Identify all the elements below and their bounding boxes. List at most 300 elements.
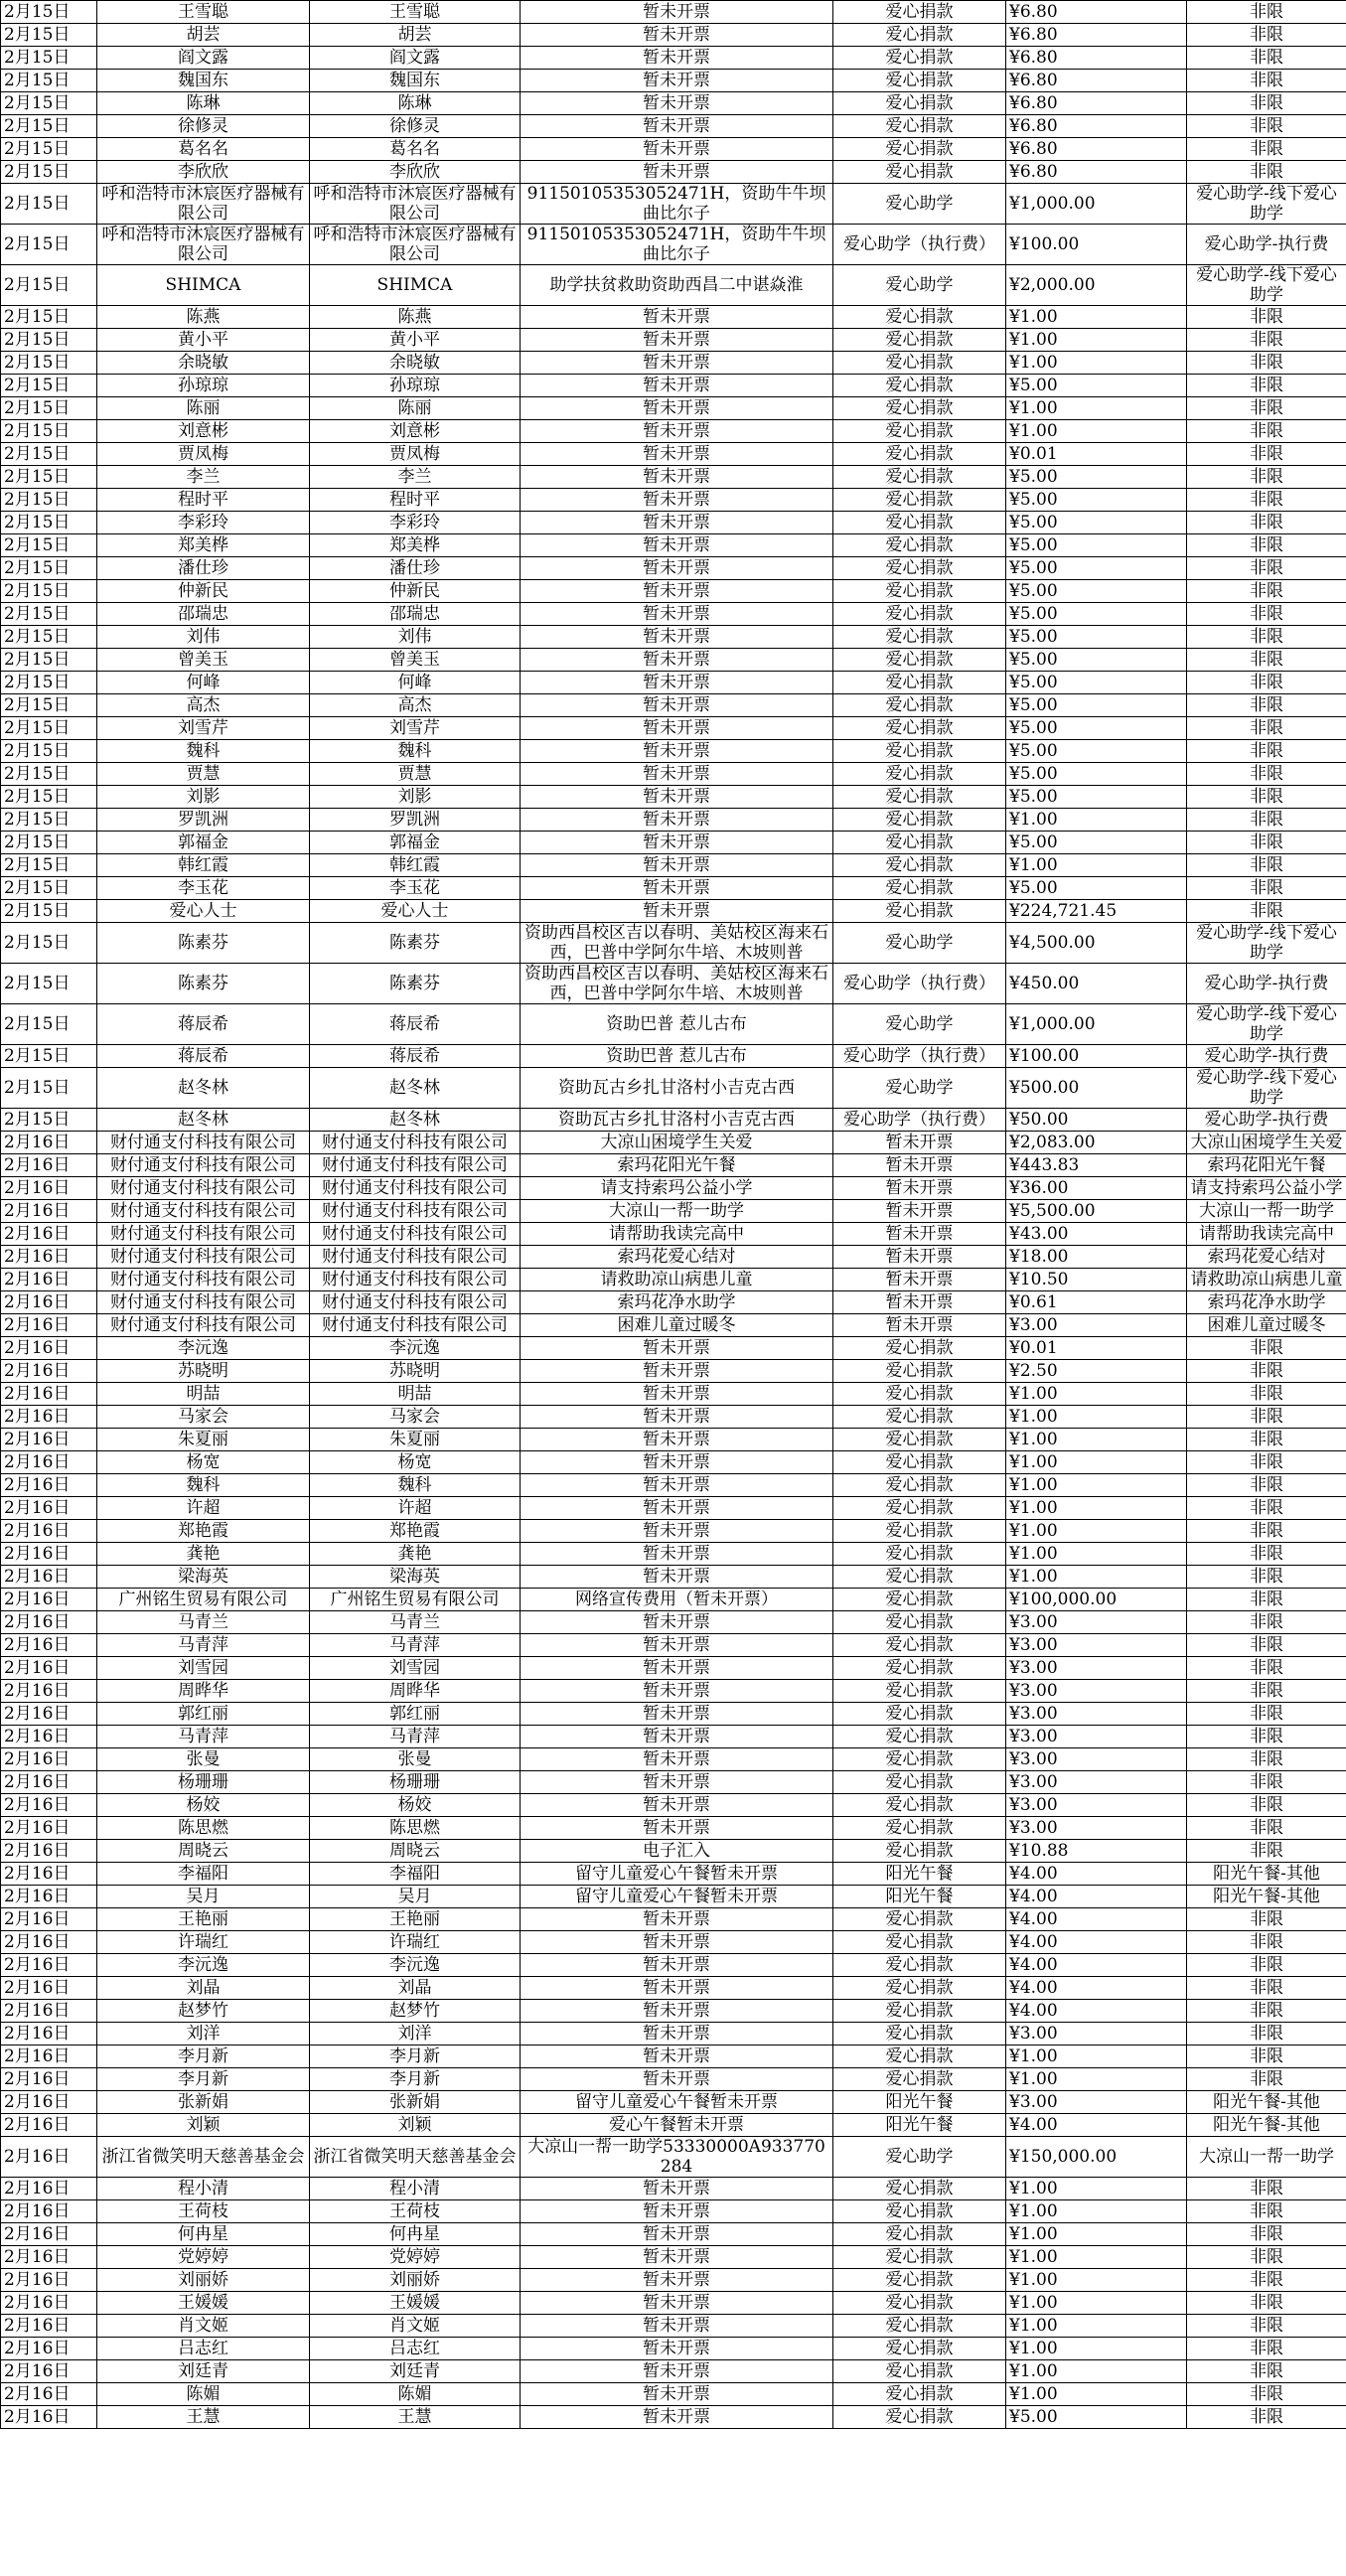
restriction-cell: 非限 [1187, 2178, 1346, 2200]
donor-cell: 王雪聪 [97, 1, 310, 24]
description-cell: 暂未开票 [521, 1543, 833, 1566]
table-row [1, 717, 1346, 740]
table-row [1, 138, 1346, 161]
table-row [1, 2269, 1346, 2292]
restriction-cell: 非限 [1187, 1566, 1346, 1589]
payer-cell: 李福阳 [310, 1863, 521, 1886]
donor-cell: 肖文姬 [97, 2315, 310, 2338]
date-cell: 2月16日 [1, 1177, 97, 1200]
date-cell: 2月15日 [1, 534, 97, 557]
donor-cell: 刘伟 [97, 626, 310, 649]
donor-cell: 陈丽 [97, 397, 310, 420]
description-cell: 资助西昌校区吉以春明、美姑校区海来石西，巴普中学阿尔牛培、木坡则普 [521, 964, 833, 1004]
donor-cell: 蒋辰希 [97, 1004, 310, 1045]
restriction-cell: 请帮助我读完高中 [1187, 1223, 1346, 1246]
date-cell: 2月15日 [1, 397, 97, 420]
amount-cell: ¥1.00 [1006, 2315, 1187, 2338]
payer-cell: 吕志红 [310, 2338, 521, 2360]
donation-type-cell: 爱心捐款 [833, 854, 1006, 877]
description-cell: 请帮助我读完高中 [521, 1223, 833, 1246]
date-cell: 2月16日 [1, 2091, 97, 2114]
description-cell: 暂未开票 [521, 854, 833, 877]
table-row [1, 1068, 1346, 1109]
payer-cell: 刘意彬 [310, 420, 521, 443]
payer-cell: 王荷枝 [310, 2200, 521, 2223]
description-cell: 暂未开票 [521, 115, 833, 138]
description-cell: 暂未开票 [521, 420, 833, 443]
date-cell: 2月15日 [1, 694, 97, 717]
table-row [1, 1360, 1346, 1383]
description-cell: 留守儿童爱心午餐暂未开票 [521, 1863, 833, 1886]
description-cell: 暂未开票 [521, 2000, 833, 2023]
amount-cell: ¥3.00 [1006, 1611, 1187, 1634]
restriction-cell: 爱心助学-线下爱心助学 [1187, 184, 1346, 225]
amount-cell: ¥6.80 [1006, 47, 1187, 70]
date-cell: 2月15日 [1, 923, 97, 964]
donation-type-cell: 爱心捐款 [833, 375, 1006, 397]
payer-cell: 肖文姬 [310, 2315, 521, 2338]
donor-cell: 许瑞红 [97, 1931, 310, 1954]
donation-type-cell: 爱心捐款 [833, 1474, 1006, 1497]
description-cell: 暂未开票 [521, 626, 833, 649]
description-cell: 暂未开票 [521, 2246, 833, 2269]
donor-cell: 郭红丽 [97, 1703, 310, 1726]
description-cell: 暂未开票 [521, 1474, 833, 1497]
description-cell: 大凉山困境学生关爱 [521, 1132, 833, 1154]
table-row [1, 2360, 1346, 2383]
donation-type-cell: 爱心捐款 [833, 1337, 1006, 1360]
amount-cell: ¥4.00 [1006, 1977, 1187, 2000]
amount-cell: ¥5.00 [1006, 489, 1187, 512]
amount-cell: ¥3.00 [1006, 1634, 1187, 1657]
date-cell: 2月15日 [1, 964, 97, 1004]
date-cell: 2月16日 [1, 1360, 97, 1383]
payer-cell: 何冉星 [310, 2223, 521, 2246]
date-cell: 2月15日 [1, 580, 97, 603]
amount-cell: ¥2,000.00 [1006, 265, 1187, 306]
date-cell: 2月16日 [1, 1954, 97, 1977]
payer-cell: 刘丽娇 [310, 2269, 521, 2292]
donation-type-cell: 阳光午餐 [833, 2114, 1006, 2137]
amount-cell: ¥1.00 [1006, 2178, 1187, 2200]
donor-cell: 马青萍 [97, 1634, 310, 1657]
description-cell: 索玛花爱心结对 [521, 1246, 833, 1269]
description-cell: 暂未开票 [521, 1908, 833, 1931]
date-cell: 2月15日 [1, 717, 97, 740]
payer-cell: 葛名名 [310, 138, 521, 161]
donation-type-cell: 暂未开票 [833, 1291, 1006, 1314]
amount-cell: ¥1.00 [1006, 2292, 1187, 2315]
amount-cell: ¥1.00 [1006, 397, 1187, 420]
payer-cell: 余晓敏 [310, 352, 521, 375]
description-cell: 暂未开票 [521, 717, 833, 740]
restriction-cell: 非限 [1187, 1497, 1346, 1520]
amount-cell: ¥500.00 [1006, 1068, 1187, 1109]
donor-cell: 韩红霞 [97, 854, 310, 877]
payer-cell: 徐修灵 [310, 115, 521, 138]
amount-cell: ¥1.00 [1006, 1406, 1187, 1429]
restriction-cell: 非限 [1187, 2200, 1346, 2223]
description-cell: 暂未开票 [521, 1703, 833, 1726]
payer-cell: 何峰 [310, 672, 521, 694]
description-cell: 资助巴普 惹儿古布 [521, 1004, 833, 1045]
donation-type-cell: 爱心捐款 [833, 512, 1006, 534]
amount-cell: ¥5.00 [1006, 626, 1187, 649]
amount-cell: ¥3.00 [1006, 1771, 1187, 1794]
payer-cell: 苏晓明 [310, 1360, 521, 1383]
donor-cell: 财付通支付科技有限公司 [97, 1200, 310, 1223]
table-row [1, 1109, 1346, 1132]
donation-type-cell: 爱心捐款 [833, 2023, 1006, 2046]
donation-type-cell: 暂未开票 [833, 1223, 1006, 1246]
table-row [1, 2200, 1346, 2223]
restriction-cell: 索玛花净水助学 [1187, 1291, 1346, 1314]
donation-type-cell: 暂未开票 [833, 1132, 1006, 1154]
payer-cell: 刘影 [310, 786, 521, 809]
date-cell: 2月15日 [1, 809, 97, 832]
amount-cell: ¥3.00 [1006, 1748, 1187, 1771]
restriction-cell: 非限 [1187, 489, 1346, 512]
payer-cell: 魏科 [310, 740, 521, 763]
donor-cell: 龚艳 [97, 1543, 310, 1566]
date-cell: 2月16日 [1, 2338, 97, 2360]
description-cell: 暂未开票 [521, 1383, 833, 1406]
amount-cell: ¥5.00 [1006, 375, 1187, 397]
amount-cell: ¥1.00 [1006, 2223, 1187, 2246]
amount-cell: ¥43.00 [1006, 1223, 1187, 1246]
payer-cell: 浙江省微笑明天慈善基金会 [310, 2137, 521, 2178]
restriction-cell: 非限 [1187, 397, 1346, 420]
restriction-cell: 非限 [1187, 2000, 1346, 2023]
restriction-cell: 阳光午餐-其他 [1187, 1863, 1346, 1886]
restriction-cell: 非限 [1187, 1451, 1346, 1474]
payer-cell: 周晔华 [310, 1680, 521, 1703]
description-cell: 暂未开票 [521, 1794, 833, 1817]
donor-cell: 马青萍 [97, 1726, 310, 1748]
date-cell: 2月16日 [1, 1543, 97, 1566]
date-cell: 2月15日 [1, 489, 97, 512]
donation-type-cell: 爱心捐款 [833, 1817, 1006, 1840]
description-cell: 暂未开票 [521, 1611, 833, 1634]
table-row [1, 1406, 1346, 1429]
restriction-cell: 非限 [1187, 420, 1346, 443]
payer-cell: 李玉花 [310, 877, 521, 900]
table-row [1, 2223, 1346, 2246]
donor-cell: 魏科 [97, 740, 310, 763]
description-cell: 暂未开票 [521, 2338, 833, 2360]
description-cell: 暂未开票 [521, 1634, 833, 1657]
amount-cell: ¥5.00 [1006, 649, 1187, 672]
payer-cell: 仲新民 [310, 580, 521, 603]
donation-type-cell: 爱心捐款 [833, 1908, 1006, 1931]
description-cell: 暂未开票 [521, 161, 833, 184]
amount-cell: ¥1.00 [1006, 1451, 1187, 1474]
restriction-cell: 非限 [1187, 717, 1346, 740]
amount-cell: ¥443.83 [1006, 1154, 1187, 1177]
donor-cell: 李沅逸 [97, 1954, 310, 1977]
amount-cell: ¥5.00 [1006, 740, 1187, 763]
amount-cell: ¥1.00 [1006, 2068, 1187, 2091]
description-cell: 电子汇入 [521, 1840, 833, 1863]
date-cell: 2月16日 [1, 1726, 97, 1748]
amount-cell: ¥4.00 [1006, 1954, 1187, 1977]
restriction-cell: 爱心助学-线下爱心助学 [1187, 1004, 1346, 1045]
table-row [1, 161, 1346, 184]
date-cell: 2月16日 [1, 1246, 97, 1269]
table-row [1, 923, 1346, 964]
date-cell: 2月16日 [1, 2292, 97, 2315]
description-cell: 暂未开票 [521, 832, 833, 854]
amount-cell: ¥5.00 [1006, 534, 1187, 557]
date-cell: 2月16日 [1, 1611, 97, 1634]
table-row [1, 1680, 1346, 1703]
table-row [1, 1566, 1346, 1589]
payer-cell: 李彩玲 [310, 512, 521, 534]
date-cell: 2月16日 [1, 1383, 97, 1406]
amount-cell: ¥4.00 [1006, 1863, 1187, 1886]
amount-cell: ¥5.00 [1006, 832, 1187, 854]
restriction-cell: 非限 [1187, 1543, 1346, 1566]
date-cell: 2月16日 [1, 1840, 97, 1863]
payer-cell: 爱心人士 [310, 900, 521, 923]
donor-cell: 刘丽娇 [97, 2269, 310, 2292]
payer-cell: 潘仕珍 [310, 557, 521, 580]
donation-type-cell: 爱心捐款 [833, 1794, 1006, 1817]
restriction-cell: 阳光午餐-其他 [1187, 2091, 1346, 2114]
amount-cell: ¥3.00 [1006, 1680, 1187, 1703]
restriction-cell: 爱心助学-线下爱心助学 [1187, 923, 1346, 964]
description-cell: 暂未开票 [521, 1337, 833, 1360]
table-row [1, 1383, 1346, 1406]
table-row [1, 534, 1346, 557]
restriction-cell: 非限 [1187, 2383, 1346, 2406]
date-cell: 2月15日 [1, 225, 97, 265]
date-cell: 2月15日 [1, 1, 97, 24]
date-cell: 2月16日 [1, 1634, 97, 1657]
donor-cell: 刘意彬 [97, 420, 310, 443]
description-cell: 困难儿童过暖冬 [521, 1314, 833, 1337]
donation-type-cell: 爱心捐款 [833, 115, 1006, 138]
description-cell: 暂未开票 [521, 1726, 833, 1748]
restriction-cell: 爱心助学-线下爱心助学 [1187, 1068, 1346, 1109]
donor-cell: 刘雪园 [97, 1657, 310, 1680]
donor-cell: 魏国东 [97, 70, 310, 92]
restriction-cell: 非限 [1187, 672, 1346, 694]
table-row [1, 809, 1346, 832]
payer-cell: 李月新 [310, 2068, 521, 2091]
amount-cell: ¥5.00 [1006, 672, 1187, 694]
donor-cell: 余晓敏 [97, 352, 310, 375]
amount-cell: ¥5.00 [1006, 512, 1187, 534]
amount-cell: ¥1,000.00 [1006, 184, 1187, 225]
amount-cell: ¥4.00 [1006, 1886, 1187, 1908]
donation-type-cell: 阳光午餐 [833, 1886, 1006, 1908]
restriction-cell: 非限 [1187, 2046, 1346, 2068]
table-row [1, 47, 1346, 70]
amount-cell: ¥5.00 [1006, 694, 1187, 717]
donor-cell: 财付通支付科技有限公司 [97, 1246, 310, 1269]
donation-type-cell: 爱心捐款 [833, 717, 1006, 740]
restriction-cell: 非限 [1187, 786, 1346, 809]
date-cell: 2月15日 [1, 70, 97, 92]
amount-cell: ¥1.00 [1006, 2269, 1187, 2292]
restriction-cell: 索玛花爱心结对 [1187, 1246, 1346, 1269]
donor-cell: 财付通支付科技有限公司 [97, 1132, 310, 1154]
donation-type-cell: 爱心捐款 [833, 900, 1006, 923]
date-cell: 2月15日 [1, 1068, 97, 1109]
payer-cell: 陈素芬 [310, 964, 521, 1004]
restriction-cell: 请救助凉山病患儿童 [1187, 1269, 1346, 1291]
restriction-cell: 非限 [1187, 92, 1346, 115]
payer-cell: 马青萍 [310, 1726, 521, 1748]
donor-cell: 苏晓明 [97, 1360, 310, 1383]
payer-cell: 马家会 [310, 1406, 521, 1429]
table-row [1, 1223, 1346, 1246]
description-cell: 暂未开票 [521, 24, 833, 47]
restriction-cell: 非限 [1187, 740, 1346, 763]
payer-cell: 王媛媛 [310, 2292, 521, 2315]
amount-cell: ¥1.00 [1006, 1566, 1187, 1589]
payer-cell: 吴月 [310, 1886, 521, 1908]
donor-cell: 刘廷青 [97, 2360, 310, 2383]
date-cell: 2月16日 [1, 1314, 97, 1337]
donor-cell: 魏科 [97, 1474, 310, 1497]
table-row [1, 2114, 1346, 2137]
payer-cell: 李月新 [310, 2046, 521, 2068]
payer-cell: 刘洋 [310, 2023, 521, 2046]
donation-type-cell: 爱心捐款 [833, 466, 1006, 489]
restriction-cell: 非限 [1187, 854, 1346, 877]
table-row [1, 1291, 1346, 1314]
table-row [1, 184, 1346, 225]
date-cell: 2月15日 [1, 1109, 97, 1132]
table-row [1, 649, 1346, 672]
donor-cell: 周晔华 [97, 1680, 310, 1703]
amount-cell: ¥1.00 [1006, 809, 1187, 832]
donation-type-cell: 爱心助学 [833, 2137, 1006, 2178]
table-row [1, 900, 1346, 923]
payer-cell: 李沅逸 [310, 1337, 521, 1360]
description-cell: 暂未开票 [521, 786, 833, 809]
donor-cell: 吕志红 [97, 2338, 310, 2360]
date-cell: 2月16日 [1, 2000, 97, 2023]
date-cell: 2月15日 [1, 329, 97, 352]
restriction-cell: 非限 [1187, 70, 1346, 92]
amount-cell: ¥0.61 [1006, 1291, 1187, 1314]
donation-type-cell: 爱心捐款 [833, 1589, 1006, 1611]
donor-cell: 刘颖 [97, 2114, 310, 2137]
restriction-cell: 爱心助学-执行费 [1187, 1045, 1346, 1068]
table-row [1, 2068, 1346, 2091]
table-row [1, 1954, 1346, 1977]
restriction-cell: 请支持索玛公益小学 [1187, 1177, 1346, 1200]
donation-type-cell: 阳光午餐 [833, 2091, 1006, 2114]
amount-cell: ¥1.00 [1006, 2046, 1187, 2068]
donor-cell: 罗凯洲 [97, 809, 310, 832]
payer-cell: 贾凤梅 [310, 443, 521, 466]
description-cell: 暂未开票 [521, 1566, 833, 1589]
table-row [1, 2383, 1346, 2406]
restriction-cell: 非限 [1187, 306, 1346, 329]
amount-cell: ¥6.80 [1006, 1, 1187, 24]
payer-cell: 王艳丽 [310, 1908, 521, 1931]
description-cell: 暂未开票 [521, 2200, 833, 2223]
amount-cell: ¥5.00 [1006, 877, 1187, 900]
donation-type-cell: 暂未开票 [833, 1177, 1006, 1200]
description-cell: 暂未开票 [521, 2292, 833, 2315]
payer-cell: 蒋辰希 [310, 1045, 521, 1068]
date-cell: 2月15日 [1, 877, 97, 900]
restriction-cell: 非限 [1187, 626, 1346, 649]
table-row [1, 1004, 1346, 1045]
table-row [1, 2315, 1346, 2338]
donation-type-cell: 爱心捐款 [833, 1657, 1006, 1680]
donation-type-cell: 爱心捐款 [833, 306, 1006, 329]
donor-cell: 呼和浩特市沐宸医疗器械有限公司 [97, 225, 310, 265]
restriction-cell: 非限 [1187, 2023, 1346, 2046]
table-row [1, 1337, 1346, 1360]
donation-type-cell: 爱心捐款 [833, 2200, 1006, 2223]
donor-cell: 刘雪芹 [97, 717, 310, 740]
donor-cell: 程时平 [97, 489, 310, 512]
donor-cell: 刘晶 [97, 1977, 310, 2000]
restriction-cell: 非限 [1187, 1748, 1346, 1771]
payer-cell: 陈琳 [310, 92, 521, 115]
restriction-cell: 非限 [1187, 1840, 1346, 1863]
donor-cell: SHIMCA [97, 265, 310, 306]
table-row [1, 694, 1346, 717]
date-cell: 2月16日 [1, 2068, 97, 2091]
amount-cell: ¥5.00 [1006, 2406, 1187, 2429]
payer-cell: 程小清 [310, 2178, 521, 2200]
amount-cell: ¥1.00 [1006, 1383, 1187, 1406]
donation-type-cell: 爱心捐款 [833, 1497, 1006, 1520]
date-cell: 2月16日 [1, 1886, 97, 1908]
date-cell: 2月16日 [1, 1497, 97, 1520]
table-row [1, 1246, 1346, 1269]
donation-type-cell: 爱心捐款 [833, 2178, 1006, 2200]
table-row [1, 352, 1346, 375]
description-cell: 暂未开票 [521, 2315, 833, 2338]
restriction-cell: 非限 [1187, 2223, 1346, 2246]
donor-cell: 潘仕珍 [97, 557, 310, 580]
payer-cell: 明喆 [310, 1383, 521, 1406]
payer-cell: 财付通支付科技有限公司 [310, 1154, 521, 1177]
donation-type-cell: 暂未开票 [833, 1200, 1006, 1223]
donation-type-cell: 爱心捐款 [833, 1383, 1006, 1406]
donation-type-cell: 爱心捐款 [833, 138, 1006, 161]
payer-cell: 刘廷青 [310, 2360, 521, 2383]
description-cell: 暂未开票 [521, 1520, 833, 1543]
table-row [1, 1045, 1346, 1068]
description-cell: 留守儿童爱心午餐暂未开票 [521, 1886, 833, 1908]
payer-cell: 许瑞红 [310, 1931, 521, 1954]
restriction-cell: 非限 [1187, 649, 1346, 672]
restriction-cell: 非限 [1187, 2269, 1346, 2292]
description-cell: 暂未开票 [521, 1817, 833, 1840]
restriction-cell: 非限 [1187, 1474, 1346, 1497]
amount-cell: ¥100.00 [1006, 1045, 1187, 1068]
payer-cell: 杨珊珊 [310, 1771, 521, 1794]
table-row [1, 306, 1346, 329]
date-cell: 2月16日 [1, 1771, 97, 1794]
date-cell: 2月16日 [1, 2046, 97, 2068]
restriction-cell: 非限 [1187, 1589, 1346, 1611]
amount-cell: ¥50.00 [1006, 1109, 1187, 1132]
donation-type-cell: 阳光午餐 [833, 1863, 1006, 1886]
date-cell: 2月16日 [1, 1132, 97, 1154]
description-cell: 暂未开票 [521, 694, 833, 717]
